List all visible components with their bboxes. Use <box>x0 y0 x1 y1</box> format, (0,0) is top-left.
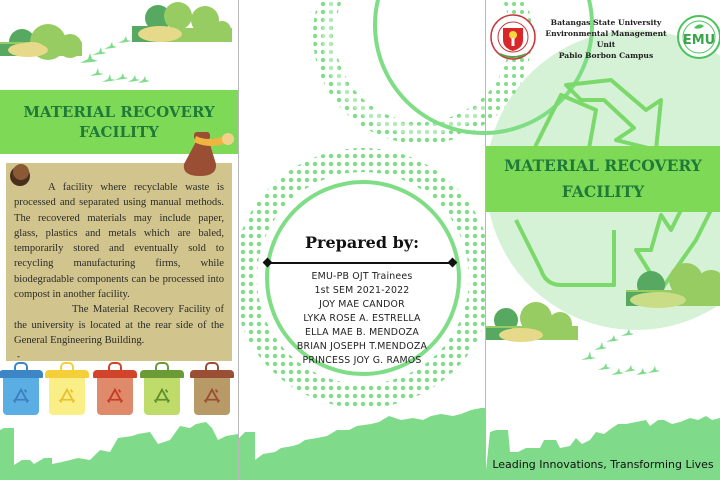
recycle-icon <box>201 386 223 408</box>
recycle-icon <box>151 386 173 408</box>
semester-label: 1st SEM 2021-2022 <box>314 285 410 296</box>
title-banner <box>486 146 720 212</box>
description-paragraph-1: A facility where recyclable waste is processed and separated using manual methods. The recovered materials may include paper, glass, plastics and metals which are baled, temporarily stored and eventually sold to recycling manufacturing firms, while biodegradable components can be processed into compost in another facility. <box>14 182 224 301</box>
university-seal-logo <box>490 14 536 60</box>
description-text <box>14 180 224 348</box>
city-skyline <box>0 410 238 480</box>
member-name: BRIAN JOSEPH T.MENDOZA <box>296 341 428 352</box>
bin-brown <box>192 362 232 416</box>
birds-icon <box>80 36 150 83</box>
group-label: EMU-PB OJT Trainees <box>311 271 413 282</box>
heading-divider <box>267 262 453 264</box>
university-name: Batangas State University <box>550 18 662 27</box>
trailing-mark: - <box>17 351 20 361</box>
trainee-list <box>239 270 485 368</box>
bin-red <box>95 362 135 416</box>
bin-green <box>142 362 182 416</box>
title-line-1: MATERIAL RECOVERY <box>23 102 215 121</box>
emu-logo <box>676 14 720 60</box>
member-name: JOY MAE CANDOR <box>319 299 405 310</box>
recycle-icon <box>104 386 126 408</box>
unit-name: Environmental Management Unit <box>545 29 667 49</box>
campus-name: Pablo Borbon Campus <box>558 51 654 60</box>
member-name: PRINCESS JOY G. RAMOS <box>302 355 422 366</box>
description-paragraph-2: The Material Recovery Facility of the university is located at the rear side of the General Engineering Building. <box>14 304 224 346</box>
member-name: LYKA ROSE A. ESTRELLA <box>303 313 421 324</box>
bin-yellow <box>47 362 87 416</box>
title-line-2: FACILITY <box>79 123 159 141</box>
recycle-background <box>486 0 720 480</box>
bin-blue <box>1 362 41 416</box>
birds-icon <box>581 329 660 375</box>
svg-text:EMU: EMU <box>682 33 716 48</box>
trash-sack-icon <box>180 122 236 178</box>
panel-right <box>486 0 720 480</box>
recycle-icon <box>56 386 78 408</box>
title-line-2: FACILITY <box>561 182 645 201</box>
member-name: ELLA MAE B. MENDOZA <box>304 327 420 338</box>
prepared-by-heading: Prepared by: <box>305 233 419 252</box>
panel-middle <box>239 0 485 480</box>
motto-text: Leading Innovations, Transforming Lives <box>492 458 714 471</box>
bushes-decoration <box>0 0 238 100</box>
title-line-1: MATERIAL RECOVERY <box>504 156 702 175</box>
panel-left <box>0 0 238 480</box>
recycle-icon <box>10 386 32 408</box>
header-text <box>542 17 670 61</box>
